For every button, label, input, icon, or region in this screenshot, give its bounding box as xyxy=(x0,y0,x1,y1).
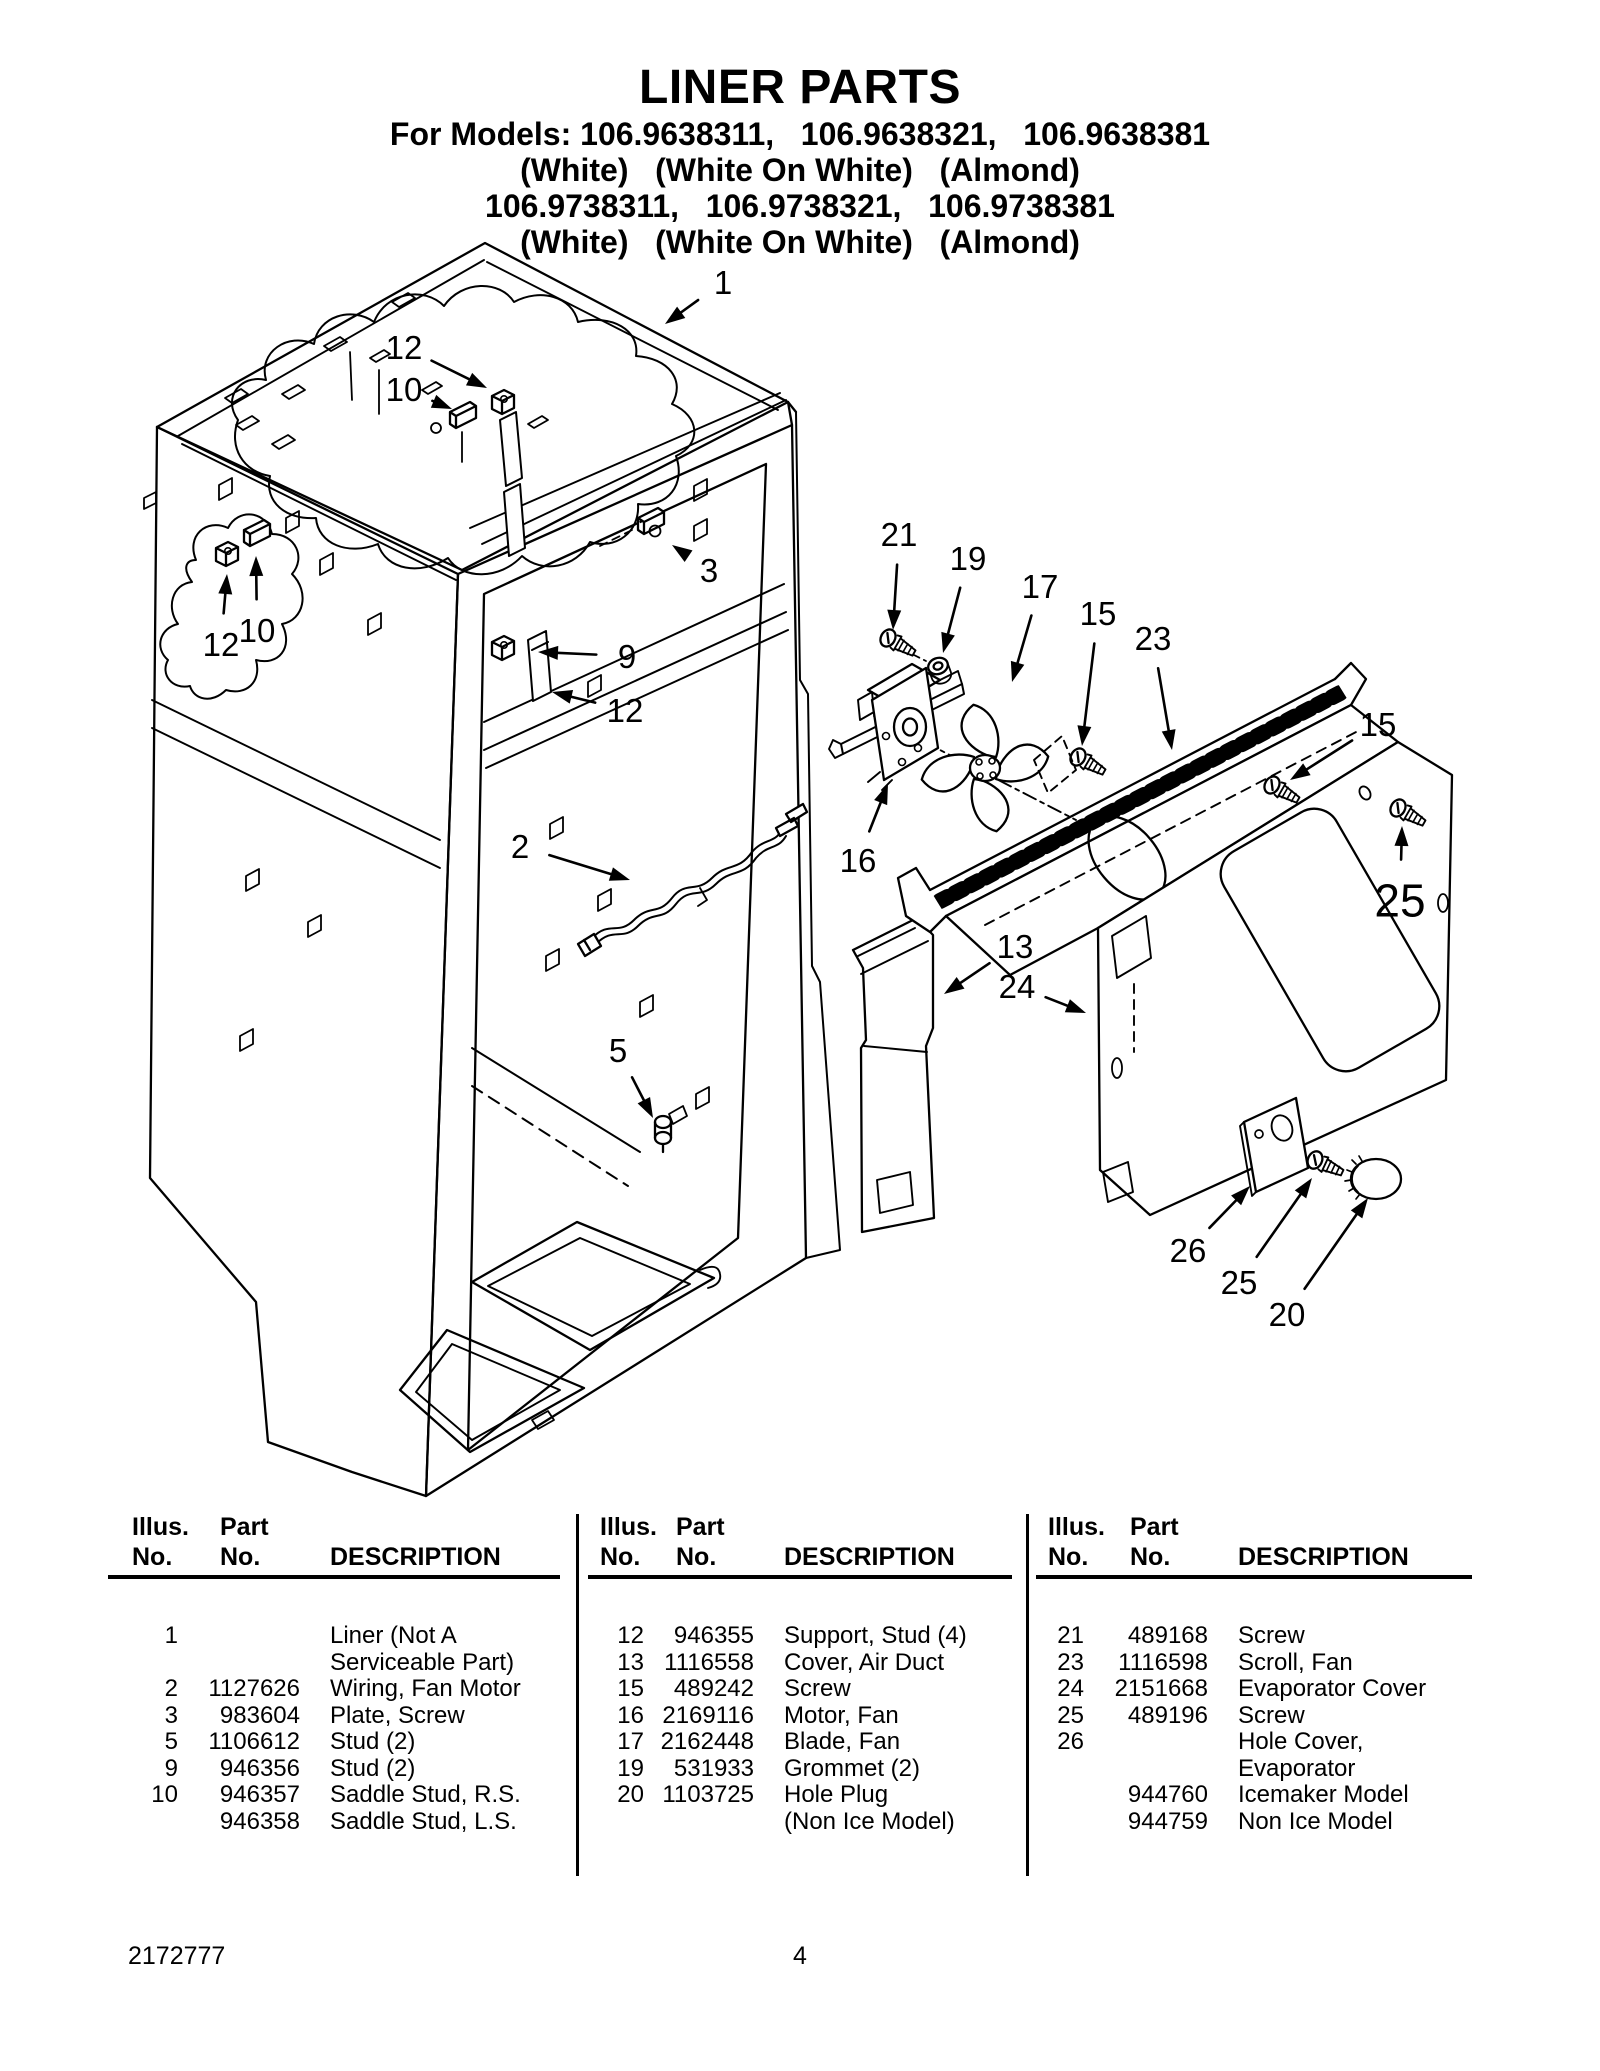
callout-leader-line xyxy=(1084,644,1094,731)
header-no: No. xyxy=(132,1543,173,1571)
table-row xyxy=(108,1756,560,1783)
callout-leader-line xyxy=(1158,668,1169,734)
table-row xyxy=(588,1676,1012,1703)
table-header xyxy=(108,1512,560,1572)
callout-leader-line xyxy=(869,799,882,832)
table-row xyxy=(1036,1756,1472,1783)
table-row xyxy=(588,1623,1012,1650)
cell-illus-no: 24 xyxy=(1057,1675,1084,1702)
callout-arrowhead xyxy=(887,610,901,630)
cell-illus-no: 1 xyxy=(164,1622,178,1649)
cell-part-no xyxy=(1084,1756,1208,1783)
parts-table-right xyxy=(1036,1512,1472,1835)
cell-description: Blade, Fan xyxy=(784,1728,901,1755)
callout-leader-line xyxy=(568,696,596,703)
callout-label-15: 15 xyxy=(1079,594,1117,632)
cell-part-no: 944760 xyxy=(1127,1781,1208,1808)
cell-part-no: 983604 xyxy=(219,1701,300,1729)
callout-label-24: 24 xyxy=(998,967,1036,1005)
callout-label-25: 25 xyxy=(1220,1263,1258,1301)
table-row xyxy=(588,1782,1012,1809)
callout-label-10: 10 xyxy=(238,611,276,649)
callout-leader-line xyxy=(894,565,897,614)
cell-description: Screw xyxy=(1238,1701,1305,1729)
callout-label-25: 25 xyxy=(1374,874,1426,927)
table-row xyxy=(1036,1809,1472,1836)
liner-cabinet-illustration xyxy=(144,243,840,1496)
callout-arrowhead xyxy=(218,574,232,595)
parts-table-middle xyxy=(588,1512,1012,1835)
models-line: (White) (White On White) (Almond) xyxy=(520,224,1080,260)
stud-illustration xyxy=(655,1106,687,1152)
cell-part-no xyxy=(644,1809,754,1836)
table-rule xyxy=(588,1575,1012,1579)
model-list xyxy=(0,116,1600,260)
cell-illus-no xyxy=(1036,1782,1084,1809)
callout-arrowhead xyxy=(1351,1198,1368,1218)
callout-label-17: 17 xyxy=(1021,567,1059,605)
cell-illus-no: 26 xyxy=(1057,1728,1084,1755)
cell-description: Hole Plug xyxy=(784,1781,889,1808)
cell-part-no: 1116598 xyxy=(1118,1648,1208,1676)
parts-table-left xyxy=(108,1512,560,1835)
callout-arrowhead xyxy=(1065,999,1086,1013)
callout-leader-line xyxy=(1305,1211,1359,1289)
air-duct-cover-illustration xyxy=(853,918,934,1232)
cell-part-no: 2151668 xyxy=(1114,1675,1208,1702)
cell-illus-no: 25 xyxy=(1057,1701,1084,1729)
callout-leader-line xyxy=(432,361,473,381)
cell-description: Saddle Stud, L.S. xyxy=(330,1807,517,1835)
cell-description: Serviceable Part) xyxy=(330,1648,515,1676)
callout-label-19: 19 xyxy=(949,539,987,577)
table-row xyxy=(108,1623,560,1650)
table-row xyxy=(1036,1676,1472,1703)
callout-label-2: 2 xyxy=(510,827,530,865)
callout-arrowhead xyxy=(944,977,964,994)
cell-description: Support, Stud (4) xyxy=(784,1622,967,1649)
callout-label-12: 12 xyxy=(606,691,644,729)
cell-description: Liner (Not A xyxy=(330,1622,457,1649)
callout-label-5: 5 xyxy=(608,1031,628,1069)
header-part: Part xyxy=(1130,1513,1179,1541)
callout-leader-line xyxy=(549,855,614,875)
cell-illus-no: 5 xyxy=(164,1728,178,1755)
cell-part-no: 944759 xyxy=(1127,1807,1208,1835)
cell-description: Wiring, Fan Motor xyxy=(330,1675,521,1702)
table-divider xyxy=(576,1514,579,1876)
cell-description: Stud (2) xyxy=(330,1728,416,1755)
cell-illus-no: 15 xyxy=(617,1675,644,1702)
cell-part-no: 1116558 xyxy=(664,1648,754,1676)
header-description: DESCRIPTION xyxy=(330,1543,501,1571)
callout-arrowhead xyxy=(874,784,888,805)
cell-part-no: 2162448 xyxy=(660,1728,754,1755)
table-header xyxy=(1036,1512,1472,1572)
callout-arrowhead xyxy=(1295,1178,1312,1198)
cell-illus-no xyxy=(588,1809,644,1836)
cell-description: Scroll, Fan xyxy=(1238,1648,1353,1676)
cell-part-no xyxy=(1084,1729,1208,1756)
callout-label-12: 12 xyxy=(202,625,240,663)
header-part: Part xyxy=(220,1513,269,1541)
cell-illus-no: 9 xyxy=(164,1754,178,1782)
page-number: 4 xyxy=(793,1942,807,1970)
header-no: No. xyxy=(220,1543,261,1571)
models-line: (White) (White On White) (Almond) xyxy=(520,152,1080,188)
cell-illus-no: 20 xyxy=(617,1781,644,1808)
table-header xyxy=(588,1512,1012,1572)
header-illus: Illus. xyxy=(1048,1513,1105,1541)
cell-description: Evaporator xyxy=(1238,1754,1356,1782)
table-row xyxy=(1036,1703,1472,1730)
cell-description: Plate, Screw xyxy=(330,1701,465,1729)
table-row xyxy=(1036,1782,1472,1809)
table-row xyxy=(108,1676,560,1703)
table-row xyxy=(588,1756,1012,1783)
callout-leader-line xyxy=(947,588,960,638)
cell-part-no: 1127626 xyxy=(208,1675,300,1702)
callout-arrowhead xyxy=(638,1097,653,1118)
cell-description: Hole Cover, xyxy=(1238,1728,1364,1755)
cell-description: Motor, Fan xyxy=(784,1701,899,1729)
header-no: No. xyxy=(1048,1543,1089,1571)
callout-leader-line xyxy=(632,1077,646,1103)
callout-arrowhead xyxy=(941,632,955,653)
callout-leader-line xyxy=(1209,1197,1238,1227)
table-row xyxy=(108,1809,560,1836)
cell-part-no: 946358 xyxy=(219,1807,300,1835)
cell-part-no: 531933 xyxy=(673,1754,754,1782)
cell-illus-no xyxy=(108,1809,178,1836)
page-title: LINER PARTS xyxy=(639,61,961,114)
callout-label-12: 12 xyxy=(385,328,423,366)
cell-illus-no: 2 xyxy=(164,1675,178,1702)
callout-leader-line xyxy=(1257,1191,1303,1257)
callout-leader-line xyxy=(554,653,596,655)
callout-arrowhead xyxy=(552,690,573,704)
callout-arrowhead xyxy=(1011,661,1024,682)
cell-part-no: 489168 xyxy=(1127,1622,1208,1649)
table-rule xyxy=(108,1575,560,1579)
callout-label-26: 26 xyxy=(1169,1231,1207,1269)
header-description: DESCRIPTION xyxy=(784,1543,955,1571)
cell-part-no: 946355 xyxy=(673,1622,754,1649)
cell-part-no: 946356 xyxy=(219,1754,300,1782)
callout-label-15: 15 xyxy=(1359,705,1397,743)
cell-illus-no xyxy=(108,1650,178,1677)
callout-label-10: 10 xyxy=(385,370,423,408)
cell-description: Grommet (2) xyxy=(784,1754,921,1782)
cell-description: Cover, Air Duct xyxy=(784,1648,945,1676)
cell-description: Stud (2) xyxy=(330,1754,416,1782)
cell-illus-no: 10 xyxy=(151,1781,178,1808)
table-row xyxy=(588,1729,1012,1756)
header-description: DESCRIPTION xyxy=(1238,1543,1409,1571)
hole-plug-illustration xyxy=(1345,1156,1401,1199)
cell-description: Icemaker Model xyxy=(1238,1781,1409,1808)
floor-pan-illustration xyxy=(400,1222,720,1452)
cell-description: Evaporator Cover xyxy=(1238,1675,1427,1702)
fan-blade-illustration xyxy=(920,703,1050,833)
header-illus: Illus. xyxy=(132,1513,189,1541)
cell-part-no: 489196 xyxy=(1127,1701,1208,1729)
header-illus: Illus. xyxy=(600,1513,657,1541)
cell-illus-no: 17 xyxy=(617,1728,644,1755)
cell-description: Non Ice Model xyxy=(1238,1807,1393,1835)
callout-label-13: 13 xyxy=(996,927,1034,965)
cell-illus-no: 19 xyxy=(617,1754,644,1782)
cell-part-no: 1103725 xyxy=(662,1781,754,1808)
header-no: No. xyxy=(600,1543,641,1571)
models-line: 106.9738311, 106.9738321, 106.9738381 xyxy=(485,188,1115,224)
cell-illus-no xyxy=(1036,1809,1084,1836)
cell-illus-no: 13 xyxy=(617,1648,644,1676)
callout-arrowhead xyxy=(609,867,630,880)
cell-illus-no: 16 xyxy=(617,1701,644,1729)
callout-arrowhead xyxy=(466,373,487,388)
callout-label-20: 20 xyxy=(1268,1295,1306,1333)
cell-illus-no: 23 xyxy=(1057,1648,1084,1676)
header-no: No. xyxy=(1130,1543,1171,1571)
table-row xyxy=(108,1650,560,1677)
callout-arrowhead xyxy=(249,556,263,576)
table-row xyxy=(588,1650,1012,1677)
cell-part-no: 489242 xyxy=(673,1675,754,1702)
callout-leader-line xyxy=(1046,997,1071,1007)
callout-label-23: 23 xyxy=(1134,619,1172,657)
table-divider xyxy=(1026,1514,1029,1876)
cell-illus-no: 12 xyxy=(617,1622,644,1649)
table-row xyxy=(1036,1623,1472,1650)
table-row xyxy=(108,1782,560,1809)
cell-part-no: 1106612 xyxy=(208,1728,300,1755)
cell-illus-no: 21 xyxy=(1057,1622,1084,1649)
header-no: No. xyxy=(676,1543,717,1571)
callout-arrowhead xyxy=(665,307,685,324)
callout-leader-line xyxy=(957,963,989,985)
callout-label-16: 16 xyxy=(839,841,877,879)
table-row xyxy=(108,1729,560,1756)
table-row xyxy=(1036,1650,1472,1677)
cell-description: Screw xyxy=(784,1675,851,1702)
table-row xyxy=(588,1703,1012,1730)
header-part: Part xyxy=(676,1513,725,1541)
models-line: For Models: 106.9638311, 106.9638321, 106.9638381 xyxy=(389,116,1211,152)
cell-part-no xyxy=(178,1623,300,1650)
callout-leader-line xyxy=(1016,616,1031,667)
callout-label-1: 1 xyxy=(713,263,733,301)
callout-label-3: 3 xyxy=(699,551,719,589)
cell-description: (Non Ice Model) xyxy=(784,1807,955,1835)
cell-description: Screw xyxy=(1238,1622,1305,1649)
table-row xyxy=(1036,1729,1472,1756)
callout-arrowhead xyxy=(1077,725,1091,746)
document-number: 2172777 xyxy=(128,1942,226,1970)
callout-arrowhead xyxy=(431,395,452,409)
cell-part-no: 946357 xyxy=(219,1781,300,1808)
callout-label-9: 9 xyxy=(617,637,637,675)
callout-arrowhead xyxy=(1162,729,1176,750)
table-row xyxy=(588,1809,1012,1836)
table-row xyxy=(108,1703,560,1730)
cell-part-no: 2169116 xyxy=(662,1701,754,1729)
cell-illus-no xyxy=(1036,1756,1084,1783)
cell-description: Saddle Stud, R.S. xyxy=(330,1781,521,1808)
callout-label-21: 21 xyxy=(880,515,918,553)
cell-illus-no: 3 xyxy=(164,1701,178,1729)
cell-part-no xyxy=(178,1650,300,1677)
callout-arrowhead xyxy=(672,545,692,562)
table-rule xyxy=(1036,1575,1472,1579)
